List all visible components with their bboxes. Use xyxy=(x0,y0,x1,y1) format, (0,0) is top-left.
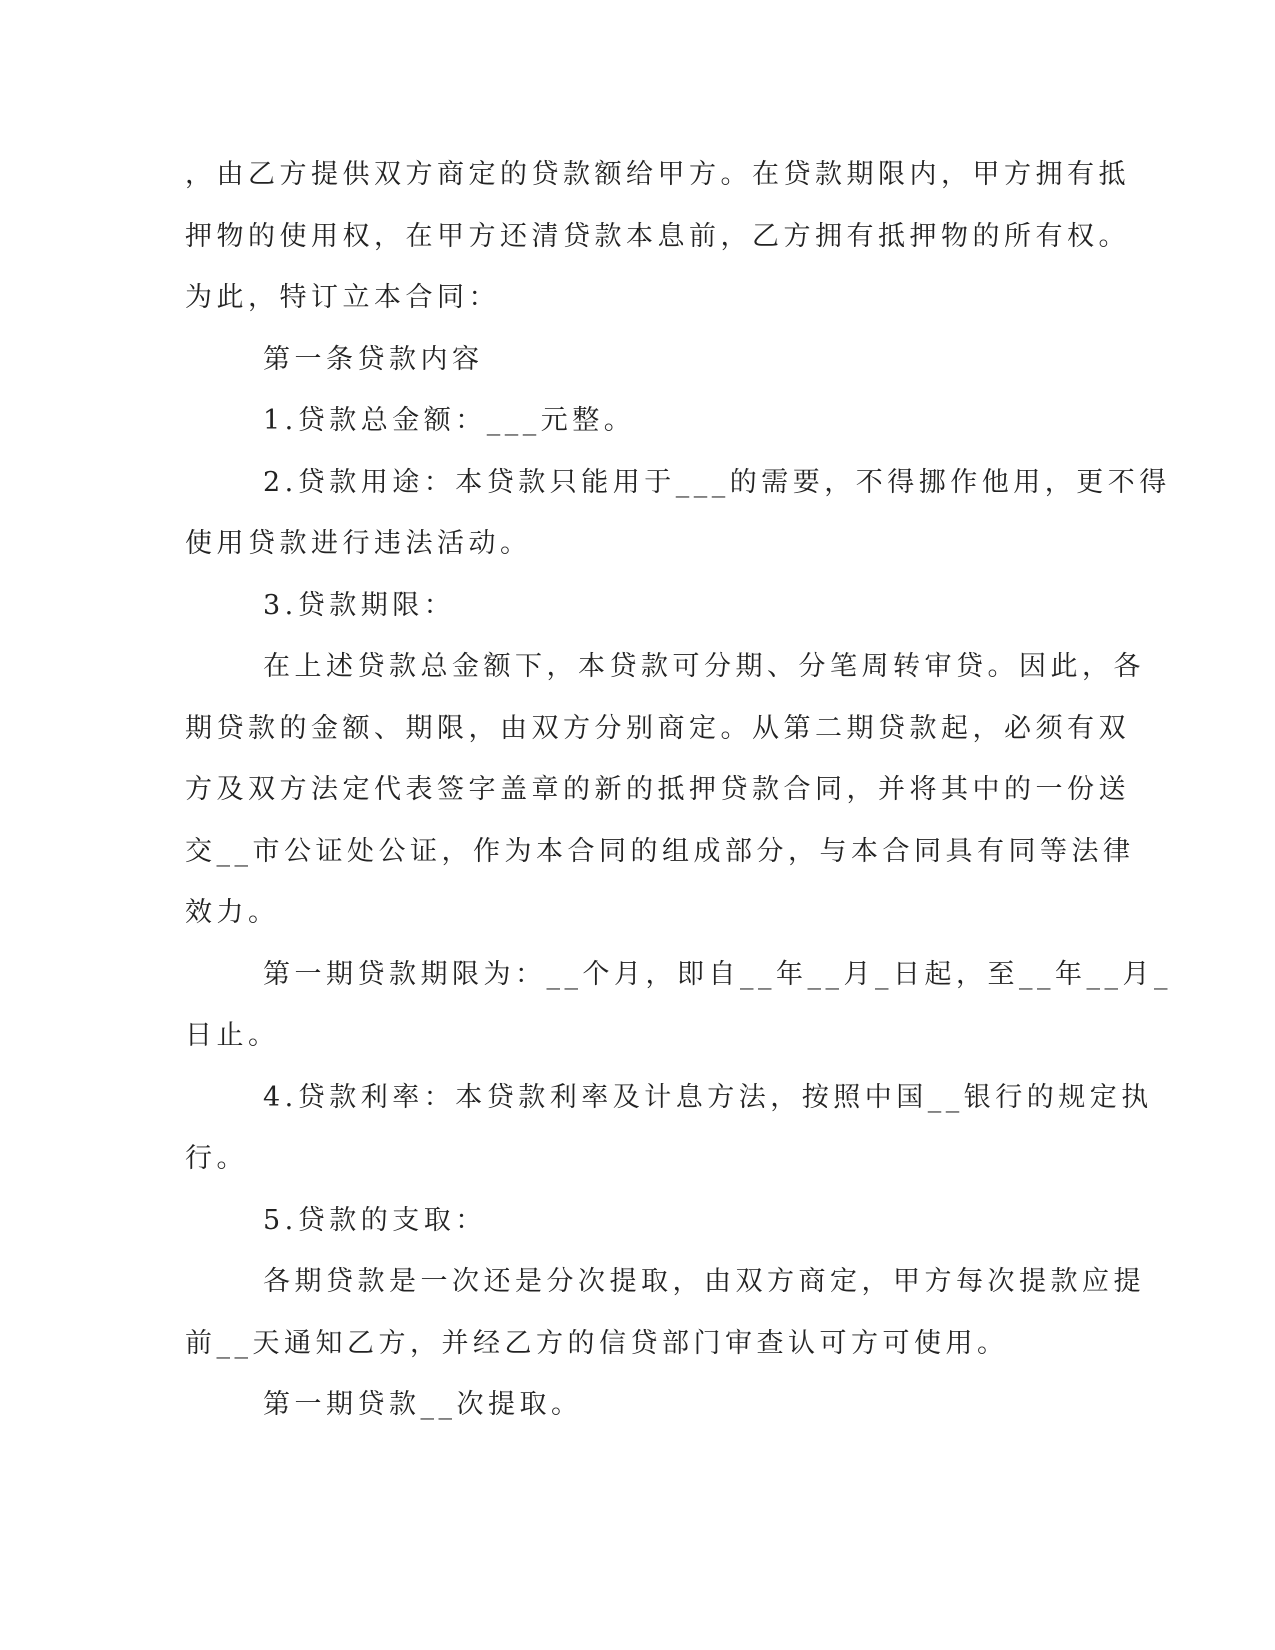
text-line-13: 效力。 xyxy=(185,897,280,928)
item-1-total-amount: 1.贷款总金额：___元整。 xyxy=(263,405,636,436)
section-heading-loan-content: 第一条贷款内容 xyxy=(263,343,484,375)
item-3-loan-term: 3.贷款期限： xyxy=(263,589,456,621)
text-line-7: 使用贷款进行违法活动。 xyxy=(185,528,532,559)
paragraph-withdrawal-start: 各期贷款是一次还是分次提取，由双方商定，甲方每次提款应提 xyxy=(263,1266,1145,1297)
text-line-10: 期贷款的金额、期限，由双方分别商定。从第二期贷款起，必须有双 xyxy=(185,712,1130,744)
text-line-12: 交__市公证处公证，作为本合同的组成部分，与本合同具有同等法律 xyxy=(185,835,1135,867)
text-line-1: ，由乙方提供双方商定的贷款额给甲方。在贷款期限内，甲方拥有抵 xyxy=(185,159,1130,190)
paragraph-first-withdrawal: 第一期贷款__次提取。 xyxy=(263,1389,583,1420)
contract-text xyxy=(185,159,1172,1452)
text-line-3: 为此，特订立本合同： xyxy=(185,282,500,313)
item-4-interest-rate: 4.贷款利率：本贷款利率及计息方法，按照中国__银行的规定执 xyxy=(263,1081,1153,1113)
item-2-loan-purpose: 2.贷款用途：本贷款只能用于___的需要，不得挪作他用，更不得 xyxy=(263,466,1171,498)
text-line-17: 行。 xyxy=(185,1143,248,1174)
item-5-withdrawal: 5.贷款的支取： xyxy=(263,1204,487,1236)
text-line-15: 日止。 xyxy=(185,1020,280,1051)
paragraph-term-start: 在上述贷款总金额下，本贷款可分期、分笔周转审贷。因此，各 xyxy=(263,651,1145,682)
paragraph-first-period-term: 第一期贷款期限为：__个月，即自__年__月_日起，至__年__月_ xyxy=(263,958,1172,990)
text-line-20: 前__天通知乙方，并经乙方的信贷部门审查认可方可使用。 xyxy=(185,1327,1009,1359)
text-line-11: 方及双方法定代表签字盖章的新的抵押贷款合同，并将其中的一份送 xyxy=(185,774,1130,805)
text-line-2: 押物的使用权，在甲方还清贷款本息前，乙方拥有抵押物的所有权。 xyxy=(185,220,1130,252)
